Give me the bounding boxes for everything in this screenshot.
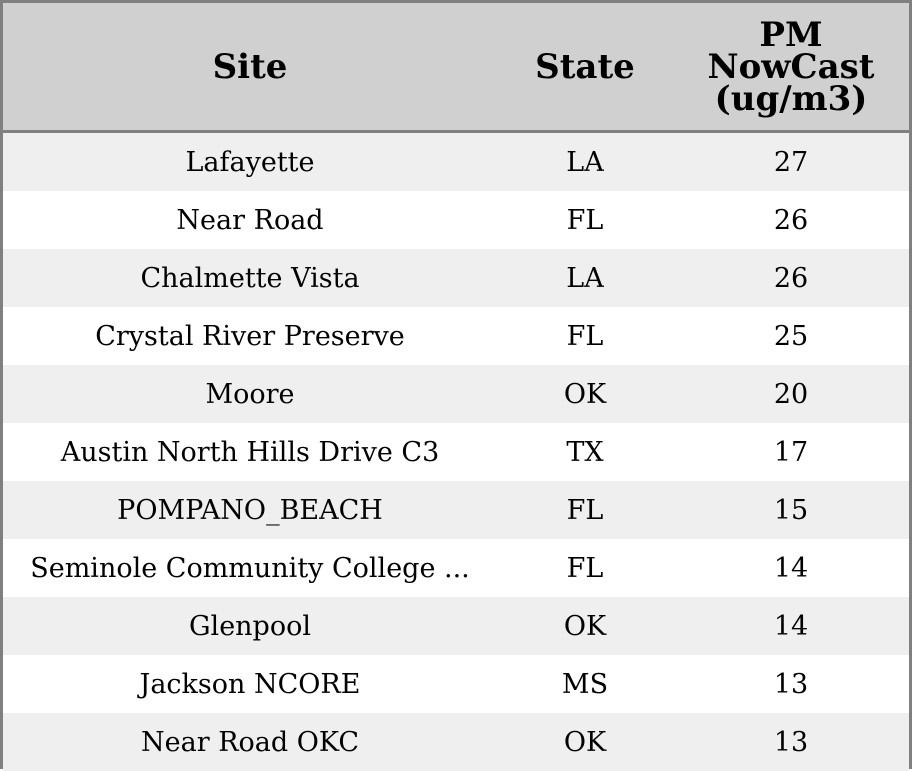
cell-state: MS xyxy=(561,668,609,700)
table-row xyxy=(3,713,909,771)
cell-site: Glenpool xyxy=(188,610,311,642)
column-header-site[interactable]: Site xyxy=(212,46,288,87)
cell-site: Crystal River Preserve xyxy=(95,320,405,352)
cell-site: Lafayette xyxy=(185,146,315,178)
cell-site: Austin North Hills Drive C3 xyxy=(60,436,440,468)
table-row xyxy=(3,597,909,655)
cell-site: Near Road xyxy=(176,204,324,236)
cell-site: POMPANO_BEACH xyxy=(117,494,383,526)
cell-state: FL xyxy=(566,552,604,584)
cell-pm: 20 xyxy=(773,378,809,410)
table-row xyxy=(3,249,909,307)
column-header-pm-nowcast[interactable] xyxy=(673,14,909,119)
cell-pm: 26 xyxy=(773,262,809,294)
cell-pm: 14 xyxy=(773,552,809,584)
cell-pm: 13 xyxy=(773,726,809,758)
table-row xyxy=(3,481,909,539)
cell-pm: 13 xyxy=(773,668,809,700)
table-row xyxy=(3,191,909,249)
table-row xyxy=(3,307,909,365)
column-header-pm-line1: PM xyxy=(759,14,823,55)
column-header-state[interactable]: State xyxy=(535,46,635,87)
cell-state: OK xyxy=(563,610,607,642)
column-header-pm-line3: (ug/m3) xyxy=(714,78,868,119)
cell-state: OK xyxy=(563,378,607,410)
column-header-pm-line2: NowCast xyxy=(707,46,875,87)
cell-pm: 25 xyxy=(773,320,809,352)
table-row xyxy=(3,423,909,481)
cell-state: TX xyxy=(566,436,604,468)
cell-state: OK xyxy=(563,726,607,758)
cell-pm: 27 xyxy=(773,146,809,178)
cell-state: FL xyxy=(566,494,604,526)
cell-pm: 26 xyxy=(773,204,809,236)
cell-state: FL xyxy=(566,320,604,352)
table-row xyxy=(3,133,909,191)
cell-state: LA xyxy=(566,262,604,294)
cell-pm: 14 xyxy=(773,610,809,642)
cell-site: Chalmette Vista xyxy=(140,262,360,294)
cell-state: FL xyxy=(566,204,604,236)
cell-site: Near Road OKC xyxy=(141,726,359,758)
table-row xyxy=(3,539,909,597)
cell-state: LA xyxy=(566,146,604,178)
cell-pm: 17 xyxy=(773,436,809,468)
table-row xyxy=(3,655,909,713)
table-row xyxy=(3,365,909,423)
cell-site: Jackson NCORE xyxy=(139,668,361,700)
cell-pm: 15 xyxy=(773,494,809,526)
cell-site: Moore xyxy=(205,378,295,410)
cell-site: Seminole Community College ... xyxy=(30,552,470,584)
table-header xyxy=(3,3,909,133)
